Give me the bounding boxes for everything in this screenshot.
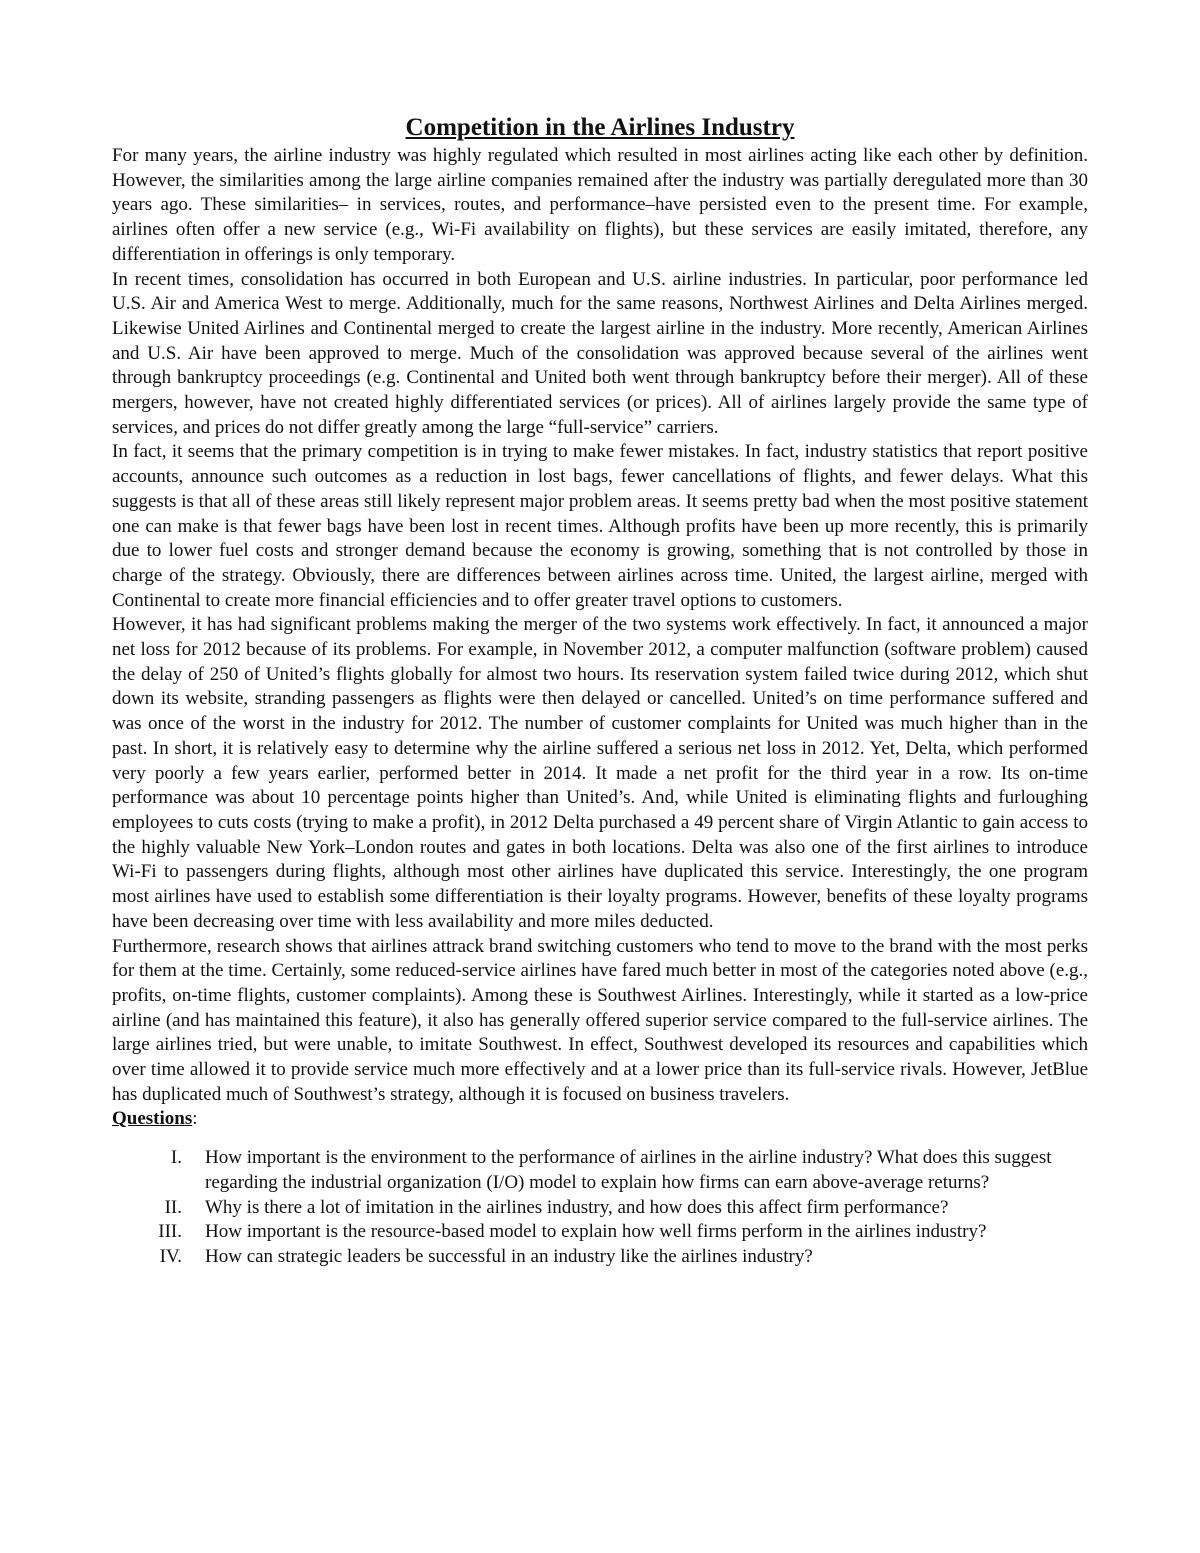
questions-heading	[112, 1107, 1088, 1132]
questions-list	[112, 1146, 1088, 1270]
document-page	[112, 112, 1088, 1270]
question-item	[112, 1196, 1088, 1221]
paragraph-regulation: For many years, the airline industry was highly regulated which resulted in most airlines acting like each other by definition. However, the similarities among the large airline companies remained after the industry was partially deregulated more than 30 years ago. These similarities– in services, routes, and performance–have persisted even to the present time. For example, airlines often offer a new service (e.g., Wi-Fi availability on flights), but these services are easily imitated, therefore, any differentiation in offerings is only temporary.	[112, 145, 1088, 265]
questions-heading-colon: :	[192, 1108, 198, 1130]
paragraph-consolidation: In recent times, consolidation has occurred in both European and U.S. airline industries. In particular, poor performance led U.S. Air and America West to merge. Additionally, much for the same reasons, Northwest Airlines and Delta Airlines merged. Likewise United Airlines and Continental merged to create the largest airline in the industry. More recently, American Airlines and U.S. Air have been approved to merge. Much of the consolidation was approved because several of the airlines went through bankruptcy proceedings (e.g. Continental and United both went through bankruptcy before their merger). All of these mergers, however, have not created highly differentiated services (or prices). All of airlines largely provide the same type of services, and prices do not differ greatly among the large “full-service” carriers.	[112, 268, 1088, 438]
question-text: How can strategic leaders be successful in an industry like the airlines industry?	[205, 1245, 813, 1267]
question-text: Why is there a lot of imitation in the airlines industry, and how does this affect firm performance?	[205, 1196, 949, 1218]
question-number: I.	[170, 1147, 182, 1169]
question-text: How important is the environment to the performance of airlines in the airline industry? What does this suggest regarding the industrial organization (I/O) model to explain how firms can earn above-average returns?	[205, 1147, 1052, 1193]
question-number: III.	[158, 1221, 182, 1243]
question-number: II.	[164, 1196, 182, 1218]
paragraph-competition: In fact, it seems that the primary competition is in trying to make fewer mistakes. In fact, industry statistics that report positive accounts, announce such outcomes as a reduction in lost bags, fewer cancellations of flights, and fewer delays. What this suggests is that all of these areas still likely represent major problem areas. It seems pretty bad when the most positive statement one can make is that fewer bags have been lost in recent times. Although profits have been up more recently, this is primarily due to lower fuel costs and stronger demand because the economy is growing, something that is not controlled by those in charge of the strategy. Obviously, there are differences between airlines across time. United, the largest airline, merged with Continental to create more financial efficiencies and to offer greater travel options to customers.	[112, 441, 1088, 611]
question-item	[112, 1245, 1088, 1270]
question-text: How important is the resource-based model to explain how well firms perform in the airlines industry?	[205, 1221, 987, 1243]
questions-heading-label: Questions	[112, 1108, 193, 1130]
paragraph-united-delta: However, it has had significant problems making the merger of the two systems work effectively. In fact, it announced a major net loss for 2012 because of its problems. For example, in November 2012, a computer malfunction (software problem) caused the delay of 250 of United’s flights globally for almost two hours. Its reservation system failed twice during 2012, which shut down its website, stranding passengers as flights were then delayed or cancelled. United’s on time performance suffered and was once of the worst in the industry for 2012. The number of customer complaints for United was much higher than in the past. In short, it is relatively easy to determine why the airline suffered a serious net loss in 2012. Yet, Delta, which performed very poorly a few years earlier, performed better in 2014. It made a net profit for the third year in a row. Its on-time performance was about 10 percentage points higher than United’s. And, while United is eliminating flights and furloughing employees to cuts costs (trying to make a profit), in 2012 Delta purchased a 49 percent share of Virgin Atlantic to gain access to the highly valuable New York–London routes and gates in both locations. Delta was also one of the first airlines to introduce Wi-Fi to passengers during flights, although most other airlines have duplicated this service. Interestingly, the one program most airlines have used to establish some differentiation is their loyalty programs. However, benefits of these loyalty programs have been decreasing over time with less availability and more miles deducted.	[112, 614, 1088, 932]
paragraph-southwest: Furthermore, research shows that airlines attrack brand switching customers who tend to move to the brand with the most perks for them at the time. Certainly, some reduced-service airlines have fared much better in most of the categories noted above (e.g., profits, on-time flights, customer complaints). Among these is Southwest Airlines. Interestingly, while it started as a low-price airline (and has maintained this feature), it also has generally offered superior service compared to the full-service airlines. The large airlines tried, but were unable, to imitate Southwest. In effect, Southwest developed its resources and capabilities which over time allowed it to provide service much more effectively and at a lower price than its full-service rivals. However, JetBlue has duplicated much of Southwest’s strategy, although it is focused on business travelers.	[112, 935, 1088, 1105]
question-number: IV.	[159, 1245, 182, 1267]
document-title: Competition in the Airlines Industry	[405, 114, 795, 141]
question-item	[112, 1220, 1088, 1245]
question-item	[112, 1146, 1088, 1195]
